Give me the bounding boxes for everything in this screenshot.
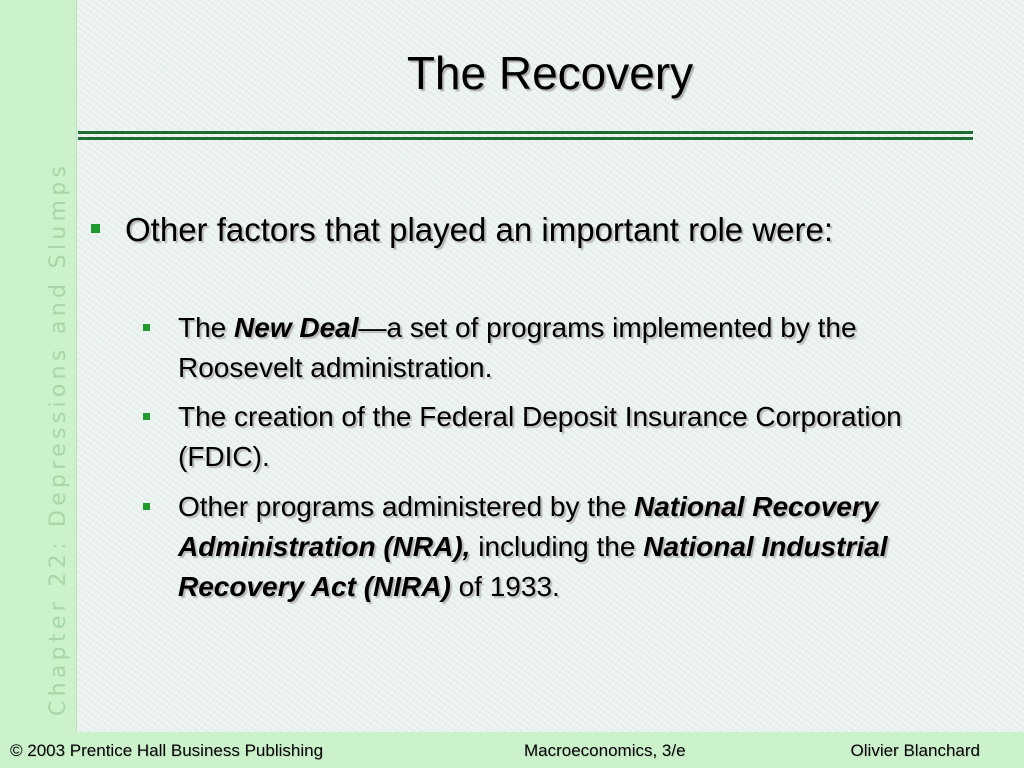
square-bullet-icon <box>143 324 150 331</box>
slide-footer <box>0 732 1024 768</box>
sub-bullet-text: The creation of the Federal Deposit Insurance Corporation (FDIC). <box>178 401 902 472</box>
square-bullet-icon <box>143 413 150 420</box>
square-bullet-icon <box>91 224 100 233</box>
sub-bullet-text: Other programs administered by the National Recovery Administration (NRA), including the National Industrial Recovery Act (NIRA) of 1933. <box>178 491 888 602</box>
main-bullet-text: Other factors that played an important role were: <box>125 211 834 248</box>
footer-author: Olivier Blanchard <box>850 741 980 760</box>
slide-title: The Recovery <box>406 47 694 99</box>
footer-book-title: Macroeconomics, 3/e <box>524 741 686 760</box>
emphasis-nira: National Industrial Recovery Act (NIRA) <box>178 531 888 602</box>
square-bullet-icon <box>143 503 150 510</box>
sub-bullet-text: The New Deal—a set of programs implemented by the Roosevelt administration. <box>178 312 857 383</box>
emphasis-new-deal: New Deal <box>234 312 359 343</box>
emphasis-nra: National Recovery Administration (NRA), <box>178 491 879 562</box>
footer-copyright: © 2003 Prentice Hall Business Publishing <box>10 741 324 760</box>
chapter-label: Chapter 22: Depressions and Slumps <box>45 161 71 716</box>
